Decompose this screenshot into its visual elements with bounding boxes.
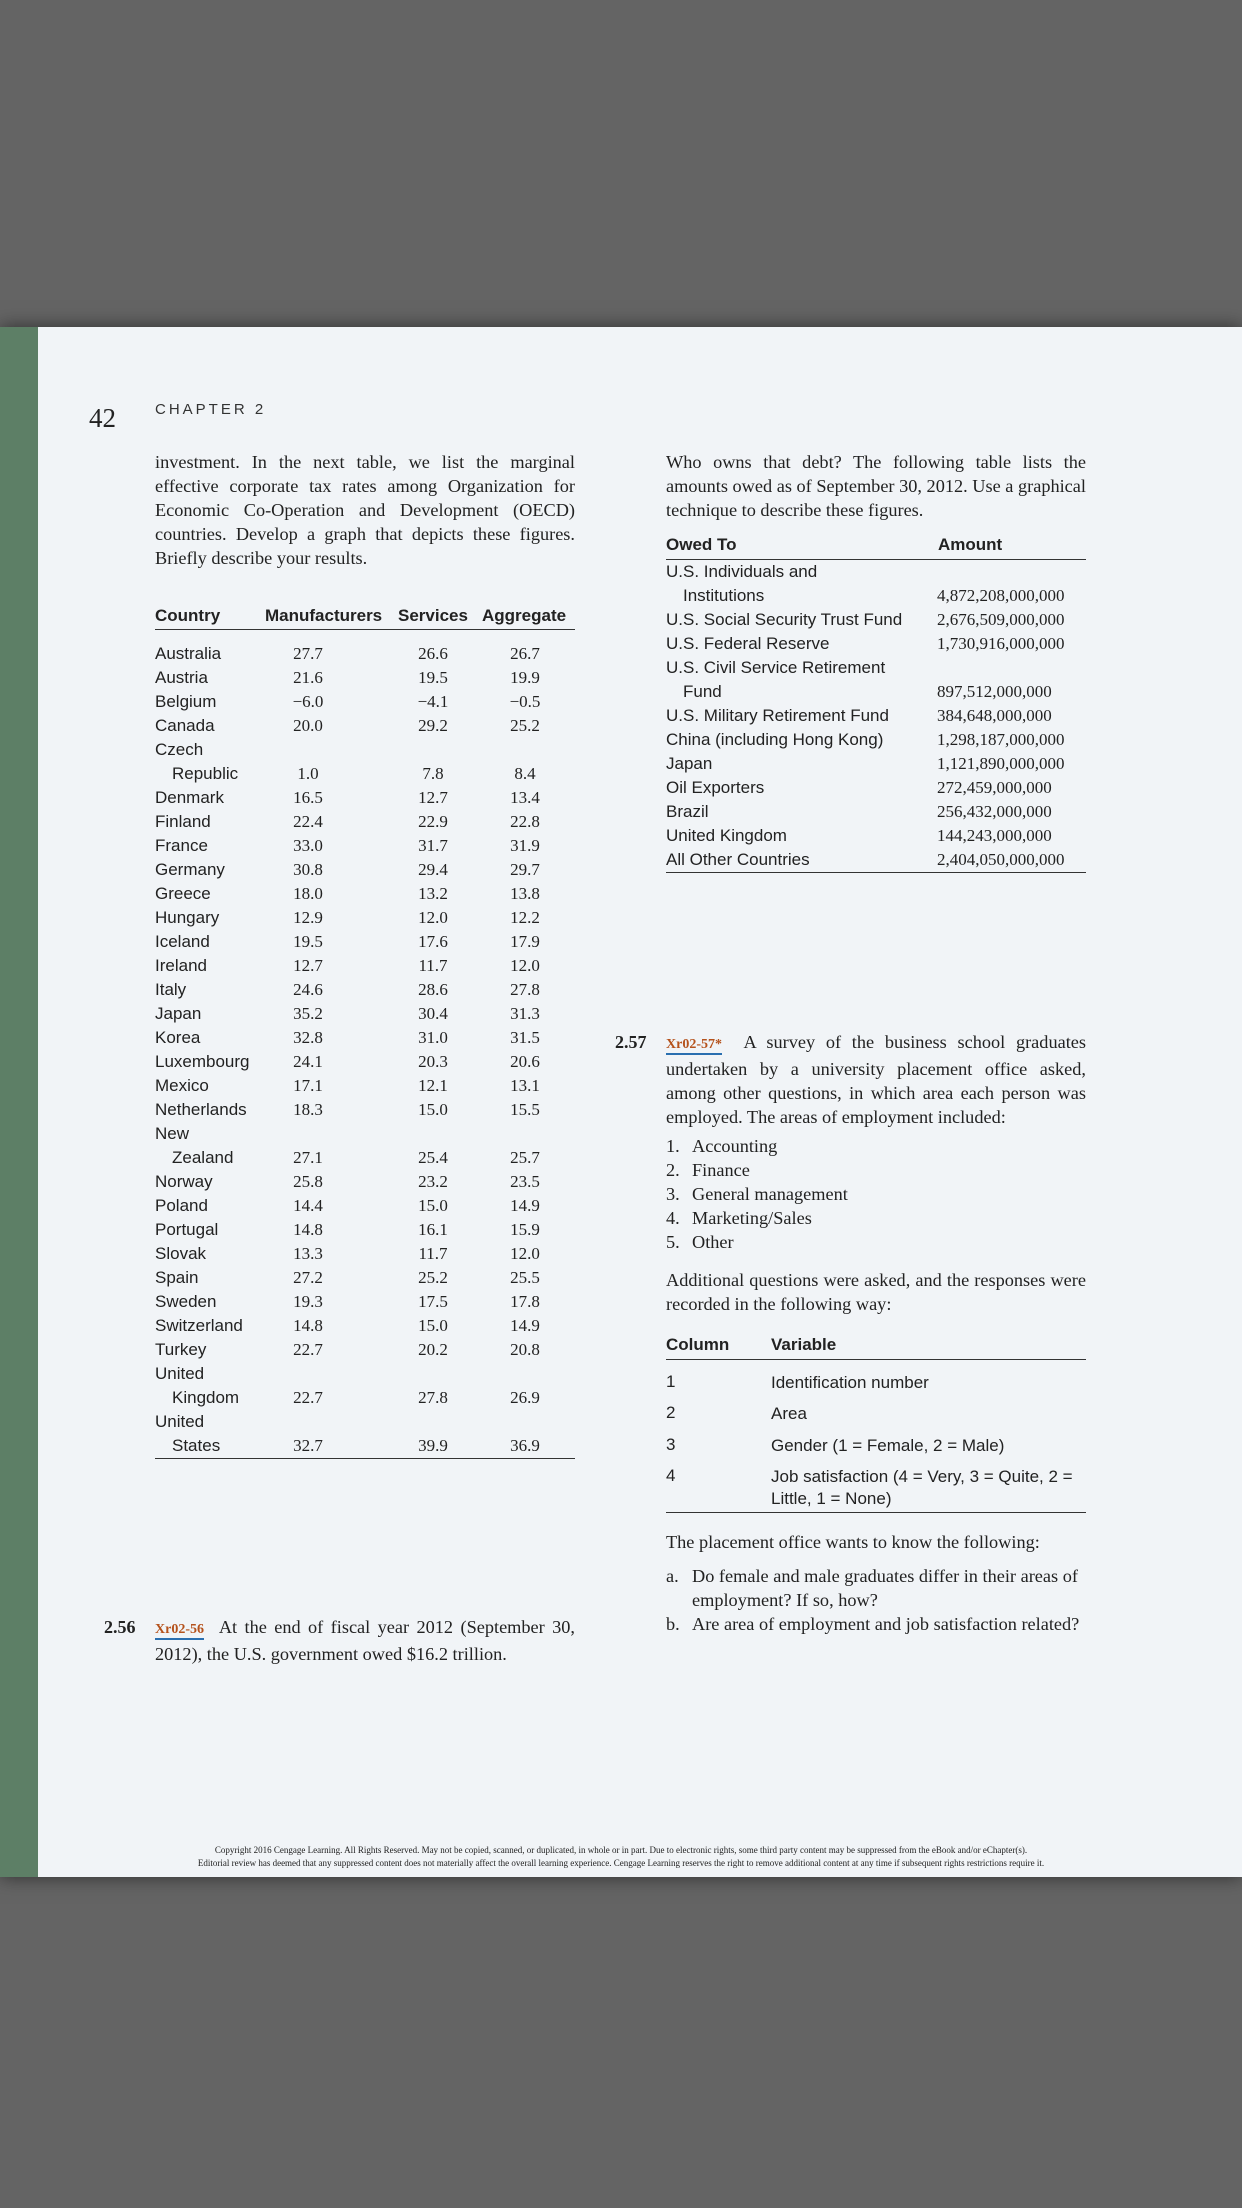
question-list <box>666 1564 1086 1636</box>
owed-to-cell: Oil Exporters <box>666 778 765 797</box>
copyright-line-2: Editorial review has deemed that any suppressed content does not materially affect the overall learning experience. Cengage Learning reserves the right to remove additional content at any time if subsequent rights restrictions require it. <box>197 1858 1045 1868</box>
services-cell: −4.1 <box>417 692 449 711</box>
amount-cell: 4,872,208,000,000 <box>937 586 1065 605</box>
tax-table-row <box>155 1362 575 1386</box>
left-intro-paragraph: investment. In the next table, we list the marginal effective corporate tax rates among Organization for Economic Co-Operation and Development (OECD) countries. Develop a graph that depicts these figures. Briefly describe your results. <box>155 452 575 568</box>
country-cell: Kingdom <box>172 1388 240 1407</box>
aggregate-cell: 12.0 <box>510 1244 540 1263</box>
services-cell: 22.9 <box>418 812 448 831</box>
variable-cell: Job satisfaction (4 = Very, 3 = Quite, 2 = Little, 1 = None) <box>771 1467 1073 1508</box>
debt-table-header <box>666 535 1086 560</box>
manufacturers-cell: 19.5 <box>293 932 323 951</box>
country-cell: Republic <box>172 764 239 783</box>
employment-area-item <box>666 1182 1086 1206</box>
manufacturers-cell: 32.8 <box>293 1028 323 1047</box>
exercise-2-56-data-link[interactable]: Xr02-56 <box>155 1622 204 1640</box>
services-cell: 31.7 <box>418 836 448 855</box>
aggregate-cell: 20.6 <box>510 1052 540 1071</box>
debt-table-row <box>666 728 1086 752</box>
owed-to-cell: U.S. Federal Reserve <box>666 634 830 653</box>
services-cell: 39.9 <box>418 1436 448 1455</box>
debt-table-row <box>666 680 1086 704</box>
debt-table-row <box>666 752 1086 776</box>
country-cell: Iceland <box>155 932 210 951</box>
column-cell: 3 <box>666 1435 676 1454</box>
country-cell: Czech <box>155 740 204 759</box>
manufacturers-cell: 22.7 <box>293 1388 323 1407</box>
country-cell: Finland <box>155 812 211 831</box>
country-cell: Norway <box>155 1172 213 1191</box>
tax-table-row <box>155 906 575 930</box>
variable-cell: Identification number <box>771 1373 929 1392</box>
exercise-2-56-body: At the end of fiscal year 2012 (September 30, 2012), the U.S. government owed $16.2 trillion. <box>155 1617 576 1664</box>
manufacturers-cell: 33.0 <box>293 836 323 855</box>
aggregate-cell: 14.9 <box>510 1316 540 1335</box>
amount-cell: 1,730,916,000,000 <box>937 634 1065 653</box>
country-cell: United <box>155 1364 205 1383</box>
services-cell: 11.7 <box>418 956 448 975</box>
tax-table-row <box>155 738 575 762</box>
aggregate-cell: 13.4 <box>510 788 540 807</box>
debt-table-row <box>666 776 1086 800</box>
tax-table-row <box>155 882 575 906</box>
amount-cell: 256,432,000,000 <box>937 802 1052 821</box>
header-aggregate: Aggregate <box>482 606 567 625</box>
services-cell: 15.0 <box>418 1100 448 1119</box>
variable-table-body <box>666 1360 1086 1513</box>
country-cell: Greece <box>155 884 211 903</box>
aggregate-cell: 19.9 <box>510 668 540 687</box>
aggregate-cell: 15.9 <box>510 1220 540 1239</box>
amount-cell: 272,459,000,000 <box>937 778 1052 797</box>
area-number: 2. <box>666 1160 680 1180</box>
area-label: Finance <box>692 1160 750 1180</box>
aggregate-cell: 13.1 <box>510 1076 540 1095</box>
aggregate-cell: 15.5 <box>510 1100 540 1119</box>
manufacturers-cell: 12.9 <box>293 908 323 927</box>
services-cell: 20.3 <box>418 1052 448 1071</box>
country-cell: Slovak <box>155 1244 207 1263</box>
amount-cell: 144,243,000,000 <box>937 826 1052 845</box>
tax-table-row <box>155 762 575 786</box>
owed-to-cell: All Other Countries <box>666 850 810 869</box>
aggregate-cell: 25.2 <box>510 716 540 735</box>
tax-table-row <box>155 1218 575 1242</box>
aggregate-cell: 12.2 <box>510 908 540 927</box>
tax-table-row <box>155 1002 575 1026</box>
employment-areas-list <box>666 1134 1086 1254</box>
aggregate-cell: 29.7 <box>510 860 540 879</box>
debt-table-row <box>666 656 1086 680</box>
services-cell: 17.6 <box>418 932 448 951</box>
services-cell: 12.7 <box>418 788 448 807</box>
manufacturers-cell: 14.8 <box>293 1220 323 1239</box>
tax-table-row <box>155 1290 575 1314</box>
manufacturers-cell: 21.6 <box>293 668 323 687</box>
variable-table-header <box>666 1335 1086 1360</box>
aggregate-cell: 17.8 <box>510 1292 540 1311</box>
right-intro-paragraph: Who owns that debt? The following table lists the amounts owed as of September 30, 2012. Use a graphical technique to describe these figures. <box>666 452 1086 520</box>
variable-cell: Gender (1 = Female, 2 = Male) <box>771 1436 1005 1455</box>
services-cell: 11.7 <box>418 1244 448 1263</box>
manufacturers-cell: 13.3 <box>293 1244 323 1263</box>
aggregate-cell: 31.3 <box>510 1004 540 1023</box>
employment-area-item <box>666 1134 1086 1158</box>
manufacturers-cell: 22.4 <box>293 812 323 831</box>
question-item <box>666 1564 1086 1612</box>
placement-office-paragraph: The placement office wants to know the following: <box>666 1532 1040 1552</box>
tax-table-row <box>155 1386 575 1410</box>
services-cell: 25.2 <box>418 1268 448 1287</box>
header-manufacturers: Manufacturers <box>265 606 383 625</box>
amount-cell: 2,404,050,000,000 <box>937 850 1065 869</box>
manufacturers-cell: 25.8 <box>293 1172 323 1191</box>
manufacturers-cell: 16.5 <box>293 788 323 807</box>
aggregate-cell: 26.7 <box>510 644 540 663</box>
country-cell: Switzerland <box>155 1316 243 1335</box>
services-cell: 26.6 <box>418 644 448 663</box>
debt-table-row <box>666 560 1086 584</box>
area-number: 1. <box>666 1136 680 1156</box>
variable-cell: Area <box>771 1404 807 1423</box>
country-cell: New <box>155 1124 190 1143</box>
manufacturers-cell: 20.0 <box>293 716 323 735</box>
services-cell: 29.4 <box>418 860 448 879</box>
debt-table-row <box>666 704 1086 728</box>
exercise-2-56-text <box>155 1615 575 1666</box>
tax-table-row <box>155 1434 575 1458</box>
header-variable: Variable <box>771 1335 837 1354</box>
question-text: Do female and male graduates differ in their areas of employment? If so, how? <box>692 1566 1078 1610</box>
tax-table-row <box>155 930 575 954</box>
tax-table-row <box>155 810 575 834</box>
copyright-line-1: Copyright 2016 Cengage Learning. All Rights Reserved. May not be copied, scanned, or duplicated, in whole or in part. Due to electronic rights, some third party content may be suppressed from the eBook and/or eChapter(s). <box>214 1845 1028 1855</box>
tax-table-row <box>155 1170 575 1194</box>
services-cell: 12.0 <box>418 908 448 927</box>
services-cell: 12.1 <box>418 1076 448 1095</box>
tax-table-row <box>155 1314 575 1338</box>
owed-to-cell: U.S. Individuals and <box>666 562 818 581</box>
right-column <box>615 450 1087 1634</box>
tax-table-row <box>155 1050 575 1074</box>
country-cell: United <box>155 1412 205 1431</box>
country-cell: Japan <box>155 1004 202 1023</box>
aggregate-cell: 12.0 <box>510 956 540 975</box>
tax-table-row <box>155 1146 575 1170</box>
services-cell: 30.4 <box>418 1004 448 1023</box>
manufacturers-cell: 14.8 <box>293 1316 323 1335</box>
manufacturers-cell: 27.7 <box>293 644 323 663</box>
debt-table-row <box>666 584 1086 608</box>
manufacturers-cell: 24.6 <box>293 980 323 999</box>
country-cell: Turkey <box>155 1340 207 1359</box>
employment-area-item <box>666 1230 1086 1254</box>
country-cell: Luxembourg <box>155 1052 250 1071</box>
area-label: Accounting <box>692 1136 778 1156</box>
header-country: Country <box>155 606 221 625</box>
services-cell: 19.5 <box>418 668 448 687</box>
area-label: General management <box>692 1184 848 1204</box>
employment-area-item <box>666 1158 1086 1182</box>
country-cell: Poland <box>155 1196 208 1215</box>
exercise-2-57-data-link[interactable]: Xr02-57* <box>666 1037 722 1055</box>
tax-table-row <box>155 1026 575 1050</box>
question-letter: b. <box>666 1614 680 1634</box>
question-letter: a. <box>666 1566 679 1586</box>
tax-table-header <box>155 601 575 630</box>
book-page <box>0 327 1242 1877</box>
tax-table-row <box>155 834 575 858</box>
column-cell: 1 <box>666 1372 676 1391</box>
country-cell: Hungary <box>155 908 220 927</box>
copyright-notice <box>0 1844 1242 1870</box>
page-number: 42 <box>89 403 116 433</box>
header-owed-to: Owed To <box>666 535 737 554</box>
aggregate-cell: 14.9 <box>510 1196 540 1215</box>
exercise-2-57-text <box>666 1030 1086 1129</box>
tax-table-row <box>155 1242 575 1266</box>
area-number: 3. <box>666 1184 680 1204</box>
manufacturers-cell: −6.0 <box>292 692 324 711</box>
area-label: Marketing/Sales <box>692 1208 812 1228</box>
owed-to-cell: U.S. Civil Service Retirement <box>666 658 886 677</box>
manufacturers-cell: 1.0 <box>297 764 319 783</box>
left-column <box>104 450 576 1664</box>
amount-cell: 384,648,000,000 <box>937 706 1052 725</box>
manufacturers-cell: 12.7 <box>293 956 323 975</box>
owed-to-cell: U.S. Military Retirement Fund <box>666 706 889 725</box>
services-cell: 15.0 <box>418 1316 448 1335</box>
services-cell: 15.0 <box>418 1196 448 1215</box>
services-cell: 25.4 <box>418 1148 448 1167</box>
aggregate-cell: 26.9 <box>510 1388 540 1407</box>
exercise-2-57-body: A survey of the business school graduates undertaken by a university placement office asked, among other questions, in which area each person was employed. The areas of employment included: <box>666 1032 1087 1127</box>
manufacturers-cell: 32.7 <box>293 1436 323 1455</box>
country-cell: States <box>172 1436 221 1455</box>
owed-to-cell: Fund <box>683 682 722 701</box>
tax-table-row <box>155 954 575 978</box>
employment-area-item <box>666 1206 1086 1230</box>
tax-table-row <box>155 978 575 1002</box>
aggregate-cell: 17.9 <box>510 932 540 951</box>
tax-table-row <box>155 1338 575 1362</box>
country-cell: Sweden <box>155 1292 217 1311</box>
services-cell: 29.2 <box>418 716 448 735</box>
services-cell: 16.1 <box>418 1220 448 1239</box>
aggregate-cell: 31.9 <box>510 836 540 855</box>
additional-questions-paragraph: Additional questions were asked, and the responses were recorded in the following way: <box>666 1270 1086 1314</box>
area-number: 4. <box>666 1208 680 1228</box>
column-cell: 4 <box>666 1466 676 1485</box>
country-cell: Italy <box>155 980 187 999</box>
country-cell: Canada <box>155 716 215 735</box>
manufacturers-cell: 17.1 <box>293 1076 323 1095</box>
country-cell: Denmark <box>155 788 224 807</box>
debt-table-row <box>666 824 1086 848</box>
exercise-2-56-number: 2.56 <box>104 1617 136 1637</box>
debt-table-row <box>666 848 1086 872</box>
question-item <box>666 1612 1086 1636</box>
chapter-heading: CHAPTER 2 <box>155 401 267 418</box>
tax-table-row <box>155 786 575 810</box>
services-cell: 28.6 <box>418 980 448 999</box>
owed-to-cell: Institutions <box>683 586 765 605</box>
country-cell: Spain <box>155 1268 199 1287</box>
country-cell: Mexico <box>155 1076 209 1095</box>
country-cell: Belgium <box>155 692 217 711</box>
tax-rate-table <box>155 601 575 1459</box>
tax-table-row <box>155 1266 575 1290</box>
column-cell: 2 <box>666 1403 676 1422</box>
amount-cell: 1,298,187,000,000 <box>937 730 1065 749</box>
manufacturers-cell: 19.3 <box>293 1292 323 1311</box>
owed-to-cell: Japan <box>666 754 713 773</box>
manufacturers-cell: 14.4 <box>293 1196 323 1215</box>
services-cell: 31.0 <box>418 1028 448 1047</box>
owed-to-cell: United Kingdom <box>666 826 787 845</box>
manufacturers-cell: 27.1 <box>293 1148 323 1167</box>
amount-cell: 2,676,509,000,000 <box>937 610 1065 629</box>
tax-table-body <box>155 642 575 1459</box>
tax-table-row <box>155 1122 575 1146</box>
country-cell: Ireland <box>155 956 207 975</box>
country-cell: Zealand <box>172 1148 234 1167</box>
aggregate-cell: 27.8 <box>510 980 540 999</box>
aggregate-cell: 22.8 <box>510 812 540 831</box>
country-cell: Germany <box>155 860 225 879</box>
page-spine <box>0 327 38 1877</box>
debt-table-row <box>666 608 1086 632</box>
exercise-2-57-number: 2.57 <box>615 1032 647 1052</box>
tax-table-row <box>155 642 575 666</box>
tax-table-row <box>155 714 575 738</box>
aggregate-cell: 13.8 <box>510 884 540 903</box>
variable-table <box>666 1335 1086 1513</box>
manufacturers-cell: 35.2 <box>293 1004 323 1023</box>
country-cell: Australia <box>155 644 222 663</box>
aggregate-cell: 25.7 <box>510 1148 540 1167</box>
tax-table-row <box>155 1194 575 1218</box>
debt-table-row <box>666 800 1086 824</box>
country-cell: France <box>155 836 208 855</box>
owed-to-cell: Brazil <box>666 802 709 821</box>
services-cell: 20.2 <box>418 1340 448 1359</box>
country-cell: Korea <box>155 1028 201 1047</box>
manufacturers-cell: 24.1 <box>293 1052 323 1071</box>
debt-table-row <box>666 632 1086 656</box>
area-label: Other <box>692 1232 734 1252</box>
aggregate-cell: 25.5 <box>510 1268 540 1287</box>
tax-table-row <box>155 858 575 882</box>
manufacturers-cell: 22.7 <box>293 1340 323 1359</box>
services-cell: 27.8 <box>418 1388 448 1407</box>
tax-table-row <box>155 666 575 690</box>
header-column: Column <box>666 1335 730 1354</box>
country-cell: Netherlands <box>155 1100 247 1119</box>
country-cell: Portugal <box>155 1220 219 1239</box>
tax-table-row <box>155 1410 575 1434</box>
amount-cell: 897,512,000,000 <box>937 682 1052 701</box>
services-cell: 17.5 <box>418 1292 448 1311</box>
services-cell: 7.8 <box>422 764 444 783</box>
owed-to-cell: China (including Hong Kong) <box>666 730 884 749</box>
aggregate-cell: −0.5 <box>509 692 541 711</box>
aggregate-cell: 36.9 <box>510 1436 540 1455</box>
manufacturers-cell: 18.0 <box>293 884 323 903</box>
aggregate-cell: 20.8 <box>510 1340 540 1359</box>
aggregate-cell: 31.5 <box>510 1028 540 1047</box>
manufacturers-cell: 18.3 <box>293 1100 323 1119</box>
area-number: 5. <box>666 1232 680 1252</box>
services-cell: 23.2 <box>418 1172 448 1191</box>
tax-table-row <box>155 1074 575 1098</box>
manufacturers-cell: 30.8 <box>293 860 323 879</box>
tax-table-row <box>155 690 575 714</box>
question-text: Are area of employment and job satisfaction related? <box>692 1614 1080 1634</box>
services-cell: 13.2 <box>418 884 448 903</box>
tax-table-row <box>155 1098 575 1122</box>
aggregate-cell: 8.4 <box>514 764 536 783</box>
owed-to-cell: U.S. Social Security Trust Fund <box>666 610 903 629</box>
debt-table-body <box>666 560 1086 873</box>
amount-cell: 1,121,890,000,000 <box>937 754 1065 773</box>
aggregate-cell: 23.5 <box>510 1172 540 1191</box>
country-cell: Austria <box>155 668 208 687</box>
header-services: Services <box>398 606 468 625</box>
debt-table <box>666 535 1086 873</box>
manufacturers-cell: 27.2 <box>293 1268 323 1287</box>
header-amount: Amount <box>938 535 1003 554</box>
